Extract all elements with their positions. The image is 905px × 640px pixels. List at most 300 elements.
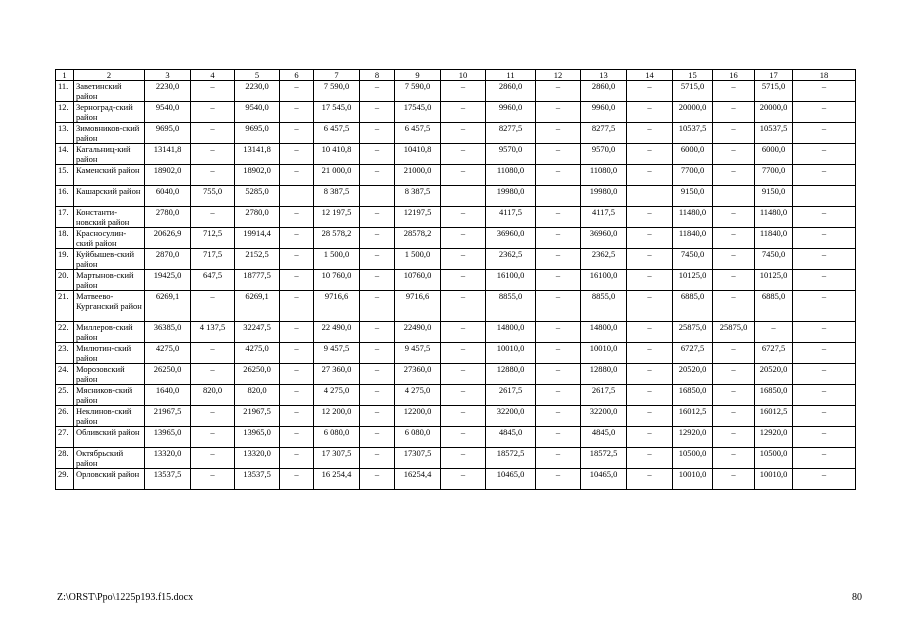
value-cell: 2780,0 xyxy=(145,207,191,228)
value-cell: – xyxy=(627,228,673,249)
value-cell: 4117,5 xyxy=(486,207,536,228)
value-cell: – xyxy=(441,102,486,123)
value-cell: 2780,0 xyxy=(235,207,280,228)
value-cell: 18902,0 xyxy=(145,165,191,186)
district-name: Мартынов-ский район xyxy=(74,270,145,291)
value-cell: – xyxy=(627,364,673,385)
value-cell: – xyxy=(755,322,793,343)
value-cell: 12880,0 xyxy=(581,364,627,385)
value-cell: – xyxy=(280,207,314,228)
value-cell: – xyxy=(191,144,235,165)
value-cell: – xyxy=(627,165,673,186)
value-cell: – xyxy=(441,322,486,343)
value-cell: 18777,5 xyxy=(235,270,280,291)
value-cell: – xyxy=(441,228,486,249)
row-number: 14. xyxy=(56,144,74,165)
value-cell: – xyxy=(360,343,395,364)
value-cell: 10537,5 xyxy=(755,123,793,144)
value-cell: – xyxy=(627,207,673,228)
value-cell: 19980,0 xyxy=(581,186,627,207)
value-cell: – xyxy=(627,291,673,322)
value-cell: 6 080,0 xyxy=(395,427,441,448)
value-cell: – xyxy=(280,427,314,448)
value-cell: 20520,0 xyxy=(673,364,713,385)
value-cell: – xyxy=(441,343,486,364)
value-cell: 32200,0 xyxy=(486,406,536,427)
value-cell: – xyxy=(536,123,581,144)
value-cell: 9695,0 xyxy=(145,123,191,144)
column-number: 15 xyxy=(673,70,713,81)
table-row xyxy=(56,448,856,469)
value-cell: – xyxy=(360,144,395,165)
value-cell: – xyxy=(536,81,581,102)
value-cell: – xyxy=(627,448,673,469)
value-cell: 9695,0 xyxy=(235,123,280,144)
district-name: Матвеево-Курганский район xyxy=(74,291,145,322)
value-cell: – xyxy=(627,469,673,490)
district-name: Заветинский район xyxy=(74,81,145,102)
value-cell: 25875,0 xyxy=(713,322,755,343)
row-number: 25. xyxy=(56,385,74,406)
value-cell: – xyxy=(191,165,235,186)
value-cell: 11840,0 xyxy=(755,228,793,249)
value-cell: 647,5 xyxy=(191,270,235,291)
row-number: 26. xyxy=(56,406,74,427)
value-cell: – xyxy=(793,385,856,406)
value-cell: – xyxy=(713,385,755,406)
value-cell: – xyxy=(441,207,486,228)
value-cell: – xyxy=(627,249,673,270)
value-cell: 19425,0 xyxy=(145,270,191,291)
value-cell: – xyxy=(536,448,581,469)
value-cell: 12920,0 xyxy=(673,427,713,448)
column-number: 12 xyxy=(536,70,581,81)
value-cell: – xyxy=(713,165,755,186)
table-row xyxy=(56,123,856,144)
district-name: Милютин-ский район xyxy=(74,343,145,364)
value-cell: 5715,0 xyxy=(755,81,793,102)
value-cell: 9960,0 xyxy=(581,102,627,123)
footer-file-path: Z:\ORST\Ppo\1225p193.f15.docx xyxy=(57,592,194,603)
value-cell: 6885,0 xyxy=(673,291,713,322)
value-cell: – xyxy=(536,385,581,406)
value-cell: 7450,0 xyxy=(673,249,713,270)
district-name: Обливский район xyxy=(74,427,145,448)
value-cell: 2362,5 xyxy=(581,249,627,270)
value-cell: 10500,0 xyxy=(755,448,793,469)
row-number: 17. xyxy=(56,207,74,228)
value-cell: 8 387,5 xyxy=(395,186,441,207)
value-cell: 10465,0 xyxy=(486,469,536,490)
value-cell: – xyxy=(713,364,755,385)
value-cell: 13320,0 xyxy=(145,448,191,469)
value-cell: – xyxy=(360,322,395,343)
value-cell: – xyxy=(441,249,486,270)
value-cell: 712,5 xyxy=(191,228,235,249)
value-cell: – xyxy=(191,81,235,102)
row-number: 24. xyxy=(56,364,74,385)
value-cell: – xyxy=(713,270,755,291)
district-name: Каменский район xyxy=(74,165,145,186)
row-number: 15. xyxy=(56,165,74,186)
column-number: 8 xyxy=(360,70,395,81)
value-cell: 12 200,0 xyxy=(314,406,360,427)
value-cell: 13965,0 xyxy=(235,427,280,448)
table-row xyxy=(56,228,856,249)
value-cell: 11480,0 xyxy=(673,207,713,228)
value-cell: – xyxy=(360,165,395,186)
value-cell: – xyxy=(280,102,314,123)
value-cell: 6040,0 xyxy=(145,186,191,207)
value-cell: 1640,0 xyxy=(145,385,191,406)
value-cell: 10 760,0 xyxy=(314,270,360,291)
value-cell: – xyxy=(793,228,856,249)
value-cell: – xyxy=(793,102,856,123)
value-cell: – xyxy=(627,81,673,102)
value-cell: 6727,5 xyxy=(755,343,793,364)
value-cell: 6 080,0 xyxy=(314,427,360,448)
value-cell: 13537,5 xyxy=(145,469,191,490)
value-cell: – xyxy=(536,469,581,490)
value-cell: – xyxy=(536,249,581,270)
value-cell: 2617,5 xyxy=(581,385,627,406)
value-cell: – xyxy=(713,249,755,270)
value-cell: – xyxy=(360,448,395,469)
value-cell: – xyxy=(536,270,581,291)
value-cell: – xyxy=(713,469,755,490)
value-cell: 28 578,2 xyxy=(314,228,360,249)
column-number: 1 xyxy=(56,70,74,81)
value-cell: – xyxy=(191,406,235,427)
value-cell: – xyxy=(360,291,395,322)
value-cell: 10010,0 xyxy=(581,343,627,364)
value-cell: 22 490,0 xyxy=(314,322,360,343)
value-cell: 2860,0 xyxy=(581,81,627,102)
value-cell: – xyxy=(713,291,755,322)
table-row xyxy=(56,343,856,364)
value-cell: 16012,5 xyxy=(673,406,713,427)
value-cell: 820,0 xyxy=(235,385,280,406)
district-name: Кашарский район xyxy=(74,186,145,207)
value-cell xyxy=(280,186,314,207)
value-cell: 28578,2 xyxy=(395,228,441,249)
value-cell: – xyxy=(441,385,486,406)
value-cell: 5285,0 xyxy=(235,186,280,207)
value-cell: 14800,0 xyxy=(581,322,627,343)
table-row xyxy=(56,249,856,270)
table-row xyxy=(56,165,856,186)
value-cell: – xyxy=(191,343,235,364)
value-cell: – xyxy=(713,343,755,364)
value-cell: – xyxy=(191,448,235,469)
value-cell: 6269,1 xyxy=(235,291,280,322)
value-cell: – xyxy=(360,385,395,406)
value-cell: 2152,5 xyxy=(235,249,280,270)
value-cell: – xyxy=(627,102,673,123)
value-cell: – xyxy=(360,427,395,448)
value-cell: – xyxy=(441,364,486,385)
value-cell: 9150,0 xyxy=(673,186,713,207)
district-name: Мясников-ский район xyxy=(74,385,145,406)
table-row xyxy=(56,144,856,165)
value-cell: – xyxy=(280,343,314,364)
value-cell: – xyxy=(793,448,856,469)
value-cell: 18572,5 xyxy=(581,448,627,469)
value-cell: 755,0 xyxy=(191,186,235,207)
value-cell: 10500,0 xyxy=(673,448,713,469)
column-number: 10 xyxy=(441,70,486,81)
value-cell: – xyxy=(627,343,673,364)
value-cell: 13320,0 xyxy=(235,448,280,469)
value-cell: 9 457,5 xyxy=(395,343,441,364)
value-cell: 10 410,8 xyxy=(314,144,360,165)
value-cell: – xyxy=(536,427,581,448)
value-cell: – xyxy=(793,406,856,427)
value-cell: 10125,0 xyxy=(755,270,793,291)
value-cell: 6 457,5 xyxy=(314,123,360,144)
value-cell: 2362,5 xyxy=(486,249,536,270)
value-cell: – xyxy=(793,270,856,291)
value-cell: 16850,0 xyxy=(755,385,793,406)
value-cell: 16012,5 xyxy=(755,406,793,427)
value-cell: 12920,0 xyxy=(755,427,793,448)
value-cell: 18572,5 xyxy=(486,448,536,469)
value-cell: 32247,5 xyxy=(235,322,280,343)
district-name: Орловский район xyxy=(74,469,145,490)
value-cell: – xyxy=(441,165,486,186)
district-name: Зерноград-ский район xyxy=(74,102,145,123)
value-cell: – xyxy=(360,249,395,270)
district-name: Морозовский район xyxy=(74,364,145,385)
value-cell: 1 500,0 xyxy=(314,249,360,270)
value-cell: 2230,0 xyxy=(145,81,191,102)
column-number: 4 xyxy=(191,70,235,81)
value-cell: – xyxy=(280,144,314,165)
value-cell: – xyxy=(793,343,856,364)
table-row xyxy=(56,291,856,322)
value-cell: – xyxy=(536,144,581,165)
value-cell: 11080,0 xyxy=(486,165,536,186)
value-cell: – xyxy=(280,364,314,385)
value-cell: 17307,5 xyxy=(395,448,441,469)
value-cell: – xyxy=(280,291,314,322)
value-cell: – xyxy=(280,249,314,270)
value-cell: 4 275,0 xyxy=(314,385,360,406)
value-cell: – xyxy=(280,469,314,490)
value-cell: 4 137,5 xyxy=(191,322,235,343)
value-cell: – xyxy=(713,144,755,165)
column-number: 6 xyxy=(280,70,314,81)
value-cell: 12 197,5 xyxy=(314,207,360,228)
value-cell: – xyxy=(280,406,314,427)
value-cell: 4845,0 xyxy=(486,427,536,448)
value-cell: – xyxy=(793,364,856,385)
value-cell: 9540,0 xyxy=(235,102,280,123)
row-number: 13. xyxy=(56,123,74,144)
value-cell: 20626,9 xyxy=(145,228,191,249)
value-cell: 5715,0 xyxy=(673,81,713,102)
value-cell: – xyxy=(441,270,486,291)
value-cell: 27 360,0 xyxy=(314,364,360,385)
value-cell: 21000,0 xyxy=(395,165,441,186)
value-cell: – xyxy=(627,144,673,165)
value-cell: – xyxy=(627,406,673,427)
value-cell: 4275,0 xyxy=(145,343,191,364)
value-cell: – xyxy=(280,123,314,144)
value-cell: 16100,0 xyxy=(486,270,536,291)
value-cell: 16100,0 xyxy=(581,270,627,291)
value-cell: 20520,0 xyxy=(755,364,793,385)
district-name: Красносулин-ский район xyxy=(74,228,145,249)
value-cell: 27360,0 xyxy=(395,364,441,385)
value-cell: 16254,4 xyxy=(395,469,441,490)
value-cell: – xyxy=(536,343,581,364)
value-cell: – xyxy=(441,123,486,144)
table-row xyxy=(56,364,856,385)
value-cell: 19980,0 xyxy=(486,186,536,207)
value-cell: 7700,0 xyxy=(755,165,793,186)
value-cell: – xyxy=(360,469,395,490)
value-cell: 11480,0 xyxy=(755,207,793,228)
value-cell: 12197,5 xyxy=(395,207,441,228)
row-number: 21. xyxy=(56,291,74,322)
value-cell: 6269,1 xyxy=(145,291,191,322)
column-number: 18 xyxy=(793,70,856,81)
value-cell: 13537,5 xyxy=(235,469,280,490)
value-cell: 9716,6 xyxy=(395,291,441,322)
table-row xyxy=(56,406,856,427)
value-cell: – xyxy=(191,427,235,448)
value-cell xyxy=(627,186,673,207)
value-cell: – xyxy=(793,81,856,102)
value-cell: – xyxy=(191,123,235,144)
value-cell: 9540,0 xyxy=(145,102,191,123)
value-cell: – xyxy=(713,228,755,249)
value-cell: – xyxy=(793,207,856,228)
value-cell: 12880,0 xyxy=(486,364,536,385)
value-cell: – xyxy=(536,291,581,322)
value-cell: 12200,0 xyxy=(395,406,441,427)
value-cell: – xyxy=(360,364,395,385)
column-number: 9 xyxy=(395,70,441,81)
value-cell: 25875,0 xyxy=(673,322,713,343)
value-cell: 10410,8 xyxy=(395,144,441,165)
value-cell: 16 254,4 xyxy=(314,469,360,490)
value-cell: 19914,4 xyxy=(235,228,280,249)
value-cell: – xyxy=(280,385,314,406)
value-cell: – xyxy=(536,228,581,249)
value-cell: 2870,0 xyxy=(145,249,191,270)
value-cell: 6000,0 xyxy=(755,144,793,165)
value-cell: 2860,0 xyxy=(486,81,536,102)
column-number: 14 xyxy=(627,70,673,81)
value-cell: 8 387,5 xyxy=(314,186,360,207)
value-cell xyxy=(793,186,856,207)
value-cell: – xyxy=(441,144,486,165)
row-number: 19. xyxy=(56,249,74,270)
table-row xyxy=(56,322,856,343)
value-cell: 6 457,5 xyxy=(395,123,441,144)
value-cell: – xyxy=(441,448,486,469)
value-cell: – xyxy=(713,427,755,448)
value-cell xyxy=(536,186,581,207)
value-cell: 9960,0 xyxy=(486,102,536,123)
value-cell: – xyxy=(280,322,314,343)
page-number: 80 xyxy=(852,592,862,603)
value-cell: 10760,0 xyxy=(395,270,441,291)
value-cell: – xyxy=(280,270,314,291)
table-row xyxy=(56,207,856,228)
value-cell: 7 590,0 xyxy=(395,81,441,102)
row-number: 23. xyxy=(56,343,74,364)
value-cell: 10537,5 xyxy=(673,123,713,144)
value-cell: 17545,0 xyxy=(395,102,441,123)
value-cell: 36385,0 xyxy=(145,322,191,343)
value-cell: 7700,0 xyxy=(673,165,713,186)
value-cell: – xyxy=(360,123,395,144)
value-cell: – xyxy=(627,270,673,291)
table-row xyxy=(56,385,856,406)
value-cell: – xyxy=(536,406,581,427)
value-cell: – xyxy=(360,102,395,123)
value-cell: – xyxy=(627,123,673,144)
value-cell: 21967,5 xyxy=(235,406,280,427)
value-cell: – xyxy=(441,427,486,448)
value-cell: – xyxy=(713,102,755,123)
value-cell xyxy=(713,186,755,207)
value-cell: – xyxy=(793,144,856,165)
column-number: 16 xyxy=(713,70,755,81)
value-cell: 11840,0 xyxy=(673,228,713,249)
value-cell: – xyxy=(713,123,755,144)
district-name: Зимовников-ский район xyxy=(74,123,145,144)
row-number: 16. xyxy=(56,186,74,207)
value-cell: – xyxy=(280,228,314,249)
value-cell: 2230,0 xyxy=(235,81,280,102)
value-cell: – xyxy=(713,406,755,427)
value-cell: 7450,0 xyxy=(755,249,793,270)
value-cell: – xyxy=(793,427,856,448)
table-row xyxy=(56,102,856,123)
value-cell: 13141,8 xyxy=(145,144,191,165)
value-cell: – xyxy=(536,165,581,186)
column-number-row xyxy=(56,70,856,81)
value-cell: 9 457,5 xyxy=(314,343,360,364)
value-cell: – xyxy=(360,81,395,102)
value-cell: 26250,0 xyxy=(235,364,280,385)
value-cell: 8277,5 xyxy=(486,123,536,144)
value-cell: – xyxy=(191,469,235,490)
row-number: 11. xyxy=(56,81,74,102)
district-name: Октябрьский район xyxy=(74,448,145,469)
value-cell: – xyxy=(536,364,581,385)
row-number: 28. xyxy=(56,448,74,469)
value-cell: – xyxy=(536,322,581,343)
value-cell: 13965,0 xyxy=(145,427,191,448)
value-cell: 22490,0 xyxy=(395,322,441,343)
value-cell: 20000,0 xyxy=(755,102,793,123)
row-number: 27. xyxy=(56,427,74,448)
value-cell: – xyxy=(360,270,395,291)
table-row xyxy=(56,469,856,490)
value-cell: 4117,5 xyxy=(581,207,627,228)
value-cell: 14800,0 xyxy=(486,322,536,343)
value-cell: 21967,5 xyxy=(145,406,191,427)
value-cell: 8277,5 xyxy=(581,123,627,144)
table-row xyxy=(56,270,856,291)
value-cell: – xyxy=(360,207,395,228)
value-cell: – xyxy=(191,207,235,228)
